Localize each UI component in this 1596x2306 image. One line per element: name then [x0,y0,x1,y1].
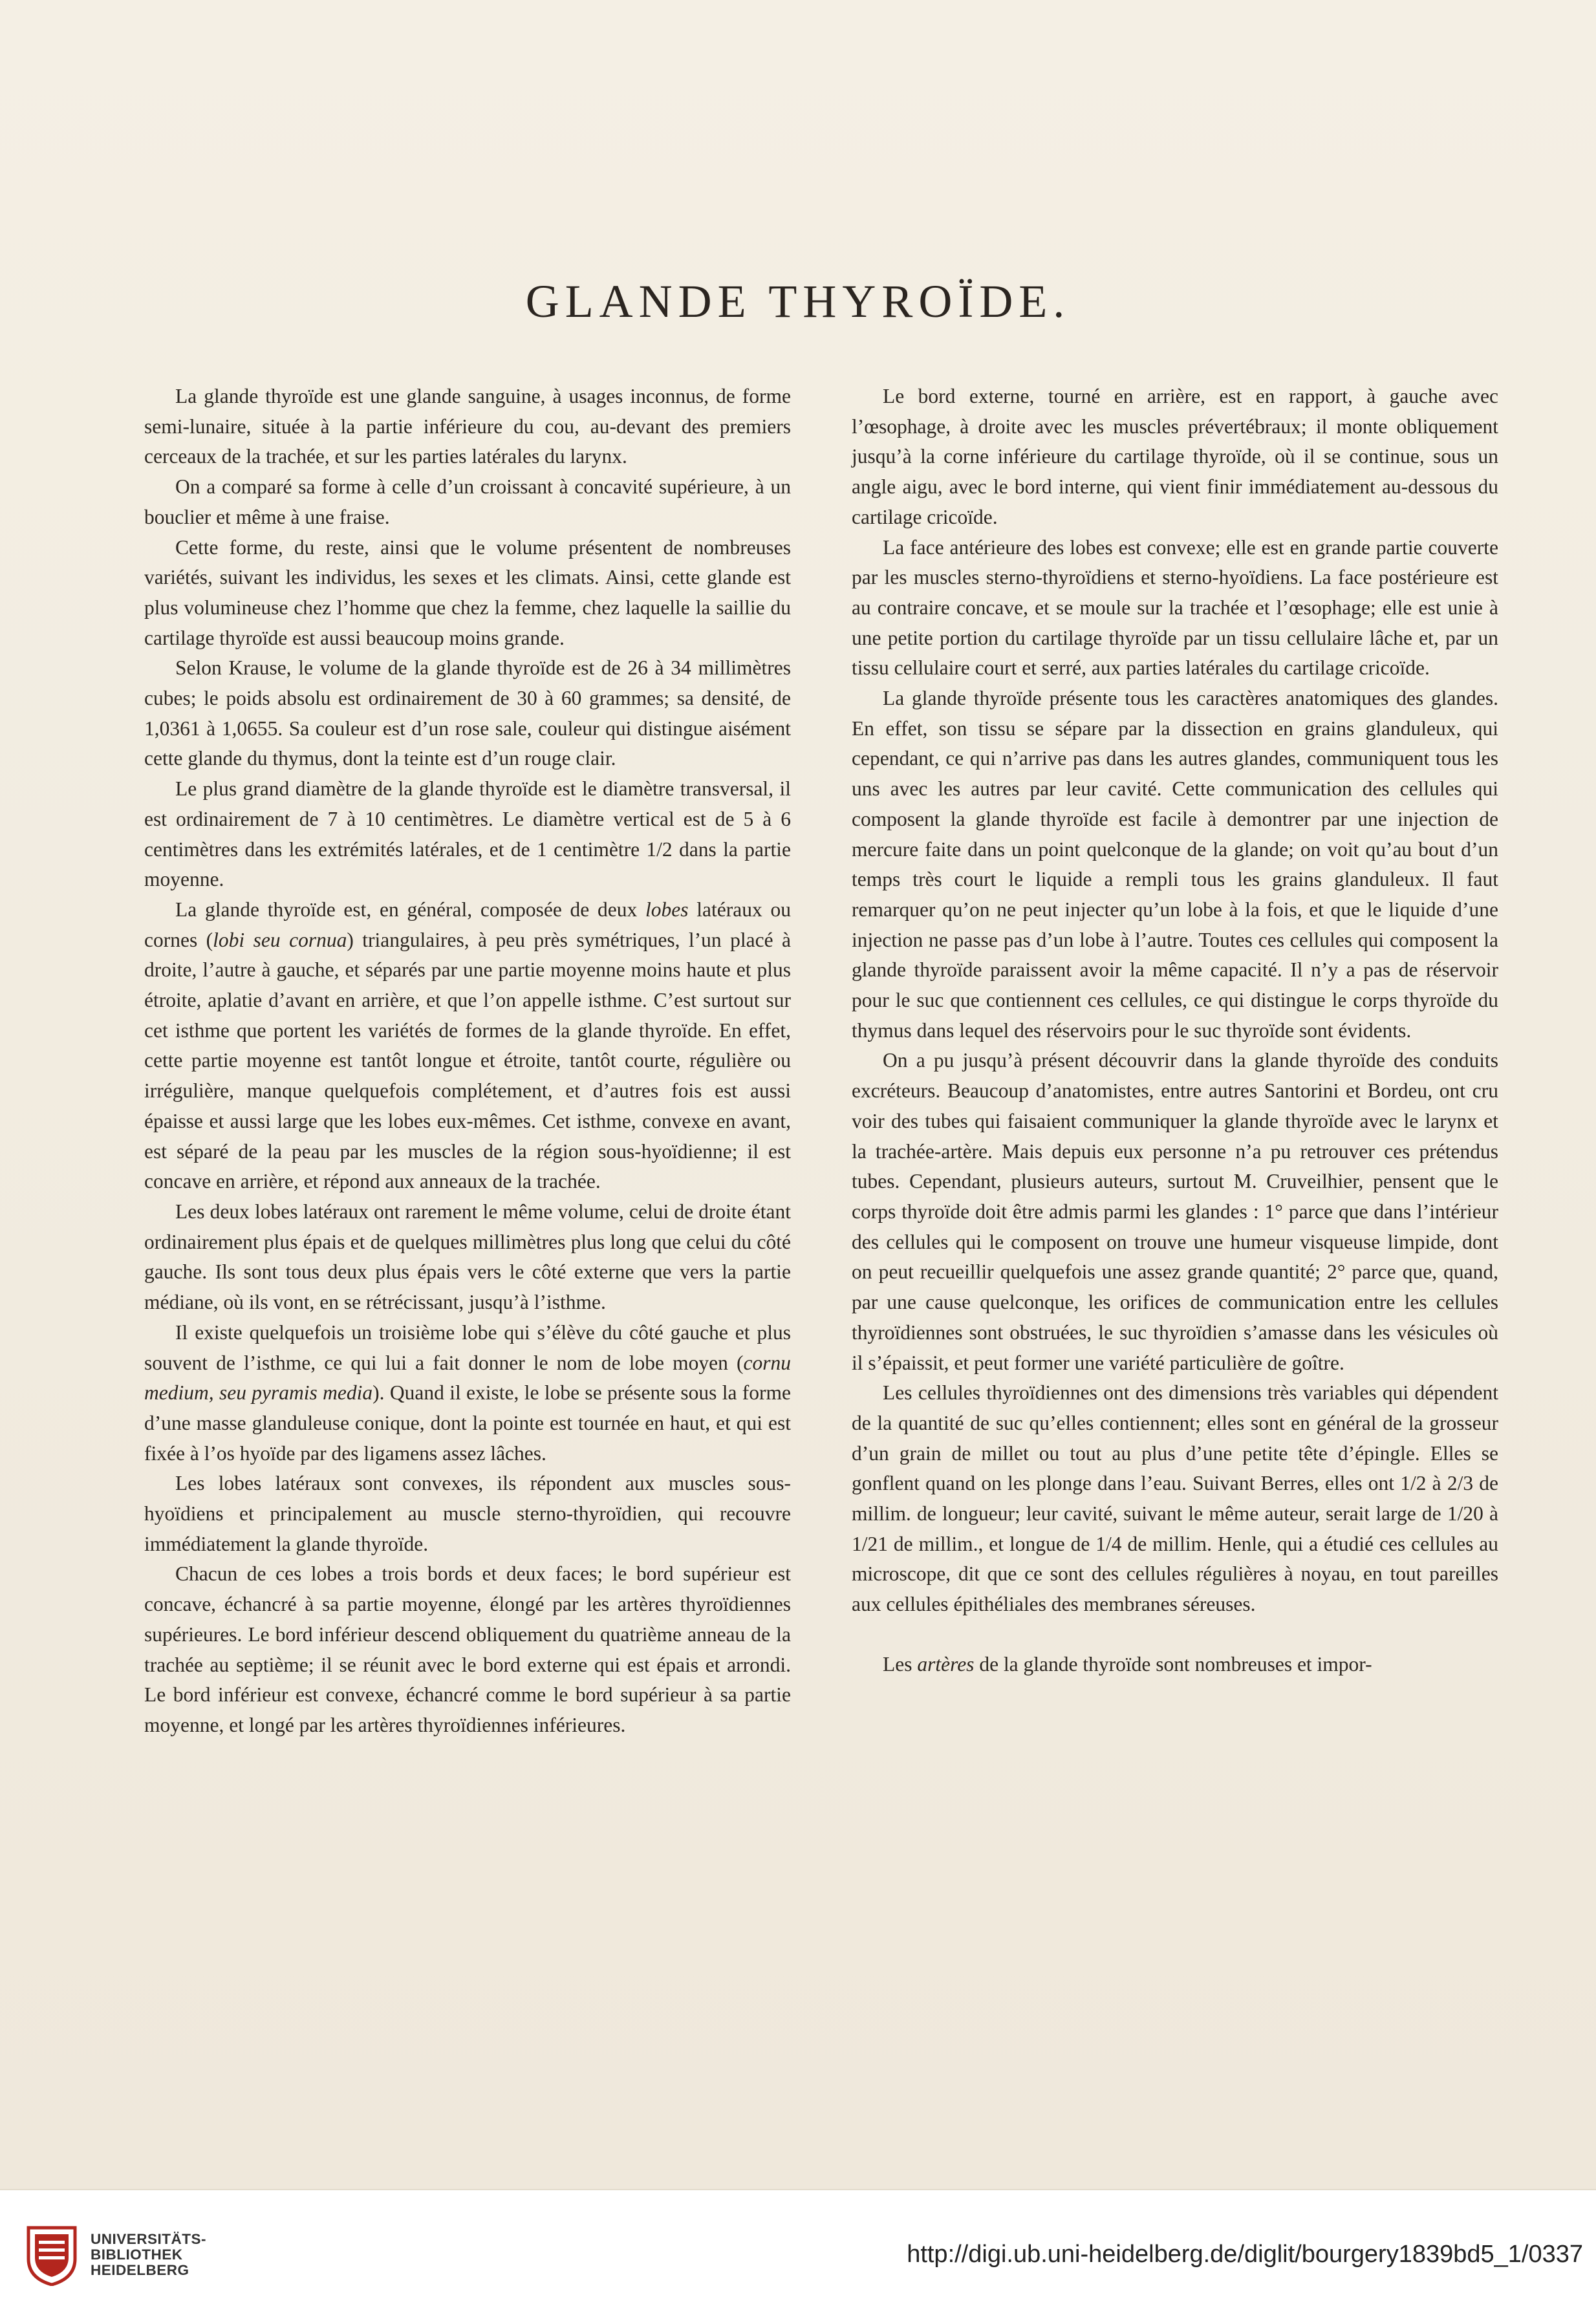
text-run: Il existe quelquefois un troisième lobe qui s’élève du côté gauche et plus souvent de l’isthme, ce qui lui a fait donner le nom de lobe moyen ( [144,1320,791,1374]
italic-term: artères [917,1652,975,1676]
paragraph: Le plus grand diamètre de la glande thyroïde est le diamètre transversal, il est ordinairement de 7 à 10 centimètres. Le diamètre vertical est de 5 à 6 centimètres dans les extrémités latérales, et de 1 centimètre 1/2 dans la partie moyenne. [144,777,791,891]
paragraph [144,895,791,1197]
text-run: de la glande thyroïde sont nombreuses et impor- [974,1652,1372,1676]
paragraph: Selon Krause, le volume de la glande thyroïde est de 26 à 34 millimètres cubes; le poids absolu est ordinairement de 30 à 60 grammes; sa densité, de 1,0361 à 1,0655. Sa couleur est d’un rose sale, couleur qui distingue aisément cette glande du thymus, dont la teinte est d’un rouge clair. [144,656,791,770]
text-run: ) triangulaires, à peu près symétriques, l’un placé à droite, l’autre à gauche, et séparés par une partie moyenne moins haute et plus étroite, aplatie d’avant en arrière, et que l’on appelle isthme. C’est surtout sur cet isthme que portent les variétés de formes de la glande thyroïde. En effet, cette partie moyenne est tantôt longue et étroite, tantôt courte, régulière ou irrégulière, manque quelquefois complétement, et d’autres fois est aussi épaisse et aussi large que les lobes eux-mêmes. Cet isthme, convexe en avant, est séparé de la peau par les muscles de la région sous-hyoïdienne; il est concave en arrière, et répond aux anneaux de la trachée. [144,928,792,1193]
left-column [144,382,791,1741]
library-name-line: HEIDELBERG [91,2262,189,2278]
paragraph: Les cellules thyroïdiennes ont des dimensions très variables qui dépendent de la quantité de suc qu’elles contiennent; elles sont en général de la grosseur d’un grain de millet ou tout au plus d’une petite tête d’épingle. Elles se gonflent quand on les plonge dans l’eau. Suivant Berres, elles ont 1/2 à 2/3 de millim. de longueur; leur cavité, suivant le même auteur, serait large de 1/20 à 1/21 de millim., et longue de 1/4 de millim. Henle, qui a étudié ces cellules au microscope, dit que ce sont des cellules régulières à noyau, en tout pareilles aux cellules épithéliales des membranes séreuses. [852,1381,1498,1616]
library-name-line: UNIVERSITÄTS- [91,2231,207,2247]
italic-term: lobes [645,898,689,921]
text-run: Les [883,1652,918,1676]
page-title: GLANDE THYROÏDE. [525,275,1071,327]
paragraph: La face antérieure des lobes est convexe; elle est en grande partie couverte par les muscles sterno-thyroïdiens et sterno-hyoïdiens. La face postérieure est au contraire concave, et se moule sur la trachée et l’œsophage; elle est unie à une petite portion du cartilage thyroïde par un tissu cellulaire lâche et, par un tissu cellulaire court et serré, aux parties latérales du cartilage cricoïde. [852,535,1498,680]
divider [0,2189,1596,2190]
university-seal-icon[interactable] [26,2225,78,2286]
right-column [852,382,1498,1680]
paragraph: La glande thyroïde est une glande sanguine, à usages inconnus, de forme semi-lunaire, située à la partie inférieure du cou, au-devant des premiers cerceaux de la trachée, et sur les parties latérales du larynx. [144,385,791,468]
library-name [91,2232,206,2278]
italic-term: lobi seu cornua [213,928,347,951]
paragraph: Le bord externe, tourné en arrière, est en rapport, à gauche avec l’œsophage, à droite avec les muscles prévertébraux; il monte obliquement jusqu’à la corne inférieure du cartilage thyroïde, où il se continue, sous un angle aigu, avec le bord interne, qui vient finir immédiatement au-dessous du cartilage cricoïde. [852,385,1498,528]
paragraph: Cette forme, du reste, ainsi que le volume présentent de nombreuses variétés, suivant les individus, les sexes et les climats. Ainsi, cette glande est plus volumineuse chez l’homme que chez la femme, chez laquelle la saillie du cartilage thyroïde est aussi beaucoup moins grande. [144,535,791,649]
paragraph: On a comparé sa forme à celle d’un croissant à concavité supérieure, à un bouclier et même à une fraise. [144,475,791,528]
italic-term: cornu medium, seu pyramis media [144,1351,791,1405]
library-name-line: BIBLIOTHEK [91,2247,183,2263]
paragraph: La glande thyroïde présente tous les caractères anatomiques des glandes. En effet, son tissu se sépare par la dissection en grains glanduleux, qui cependant, ce qui n’arrive pas dans les autres glandes, communiquent tous les uns avec les autres par leur cavité. Cette communication des cellules qui composent la glande thyroïde est facile à demontrer par une injection de mercure faite dans un point quelconque de la glande; on voit qu’au bout d’un temps très court le liquide a rempli tous les grains glanduleux. Il faut remarquer qu’on ne peut injecter qu’un lobe à la fois, et que le liquide d’une injection ne passe pas d’un lobe à l’autre. Toutes ces cellules qui composent la glande thyroïde paraissent avoir la même capacité. Il n’y a pas de réservoir pour le suc que contiennent ces cellules, ce qui distingue le corps thyroïde du thymus dans lequel des réservoirs pour le suc thyroïde sont évidents. [852,687,1498,1042]
paragraph: Les deux lobes latéraux ont rarement le même volume, celui de droite étant ordinairement plus épais et de quelques millimètres plus long que celui du côté gauche. Ils sont tous deux plus épais vers le côté externe que vers la partie médiane, où ils vont, en se rétrécissant, jusqu’à l’isthme. [144,1200,791,1314]
paragraph [144,1318,791,1469]
paragraph [852,1650,1498,1680]
document-url-link[interactable]: http://digi.ub.uni-heidelberg.de/diglit/bourgery1839bd5_1/0337 [907,2241,1583,2268]
text-run: ). Quand il existe, le lobe se présente sous la forme d’une masse glanduleuse conique, dont la pointe est tournée en haut, et qui est fixée à l’os hyoïde par des ligamens assez lâches. [144,1381,791,1465]
paragraph: On a pu jusqu’à présent découvrir dans la glande thyroïde des conduits excréteurs. Beaucoup d’anatomistes, entre autres Santorini et Bordeu, ont cru voir des tubes qui faisaient communiquer la glande thyroïde avec le larynx et la trachée-artère. Mais depuis eux personne n’a pu retrouver ces prétendus tubes. Cependant, plusieurs auteurs, surtout M. Cruveilhier, pensent que le corps thyroïde doit être admis parmi les glandes : 1° parce que dans l’intérieur des cellules qui le composent on trouve une humeur visqueuse limpide, dont on peut recueillir quelquefois une assez grande quantité; 2° parce que, quand, par une cause quelconque, les orifices de communication entre les cellules thyroïdiennes sont obstruées, le suc thyroïdien s’amasse dans les vésicules où il s’épaissit, et peut former une variété particulière de goître. [852,1049,1498,1374]
text-run: La glande thyroïde est, en général, composée de deux [175,898,646,921]
paragraph: Chacun de ces lobes a trois bords et deux faces; le bord supérieur est concave, échancré à sa partie moyenne, élongé par les artères thyroïdiennes supérieures. Le bord inférieur descend obliquement du quatrième anneau de la trachée au septième; il se réunit avec le bord externe qui est épais et arrondi. Le bord inférieur est convexe, échancré comme le bord supérieur à sa partie moyenne, et longé par les artères thyroïdiennes inférieures. [144,1562,791,1736]
text-run: latéraux ou cornes ( [144,898,791,951]
footer-bar [0,2189,1596,2306]
paragraph: Les lobes latéraux sont convexes, ils répondent aux muscles sous-hyoïdiens et principalement au muscle sterno-thyroïdien, qui recouvre immédiatement la glande thyroïde. [144,1472,791,1555]
